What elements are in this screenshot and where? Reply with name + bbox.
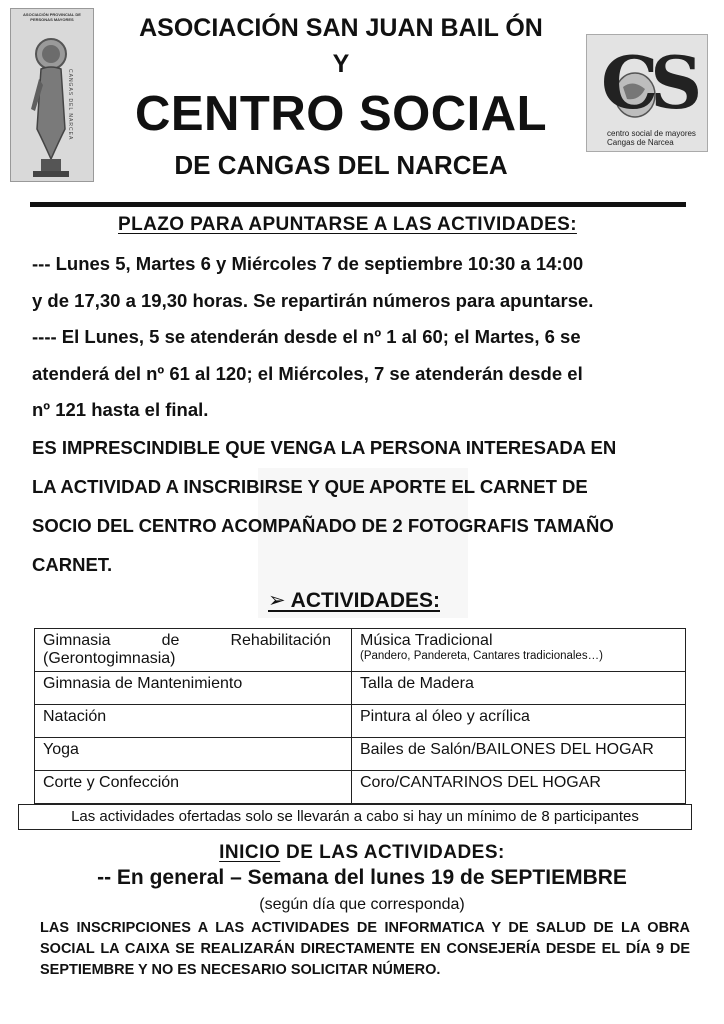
table-row	[35, 738, 686, 771]
table-row	[35, 629, 686, 672]
imprescindible-line: CARNET.	[32, 554, 113, 575]
musica-title: Música Tradicional	[360, 632, 493, 649]
imprescindible-line: ES IMPRESCINDIBLE QUE VENGA LA PERSONA INTERESADA EN	[32, 437, 617, 458]
plazo-line: --- Lunes 5, Martes 6 y Miércoles 7 de septiembre 10:30 a 14:00	[32, 253, 584, 274]
logo-caption-line1: centro social de mayores	[607, 129, 696, 138]
activities-table	[34, 628, 686, 804]
plazo-line: atenderá del nº 61 al 120; el Miércoles, 7 se atenderán desde el	[32, 362, 583, 384]
plazo-line: nº 121 hasta el final.	[32, 399, 209, 420]
rehab-title	[43, 632, 331, 650]
plazo-paragraph	[32, 246, 692, 429]
header-y: Y	[332, 50, 350, 78]
start-date: -- En general – Semana del lunes 19 de SEPTIEMBRE	[97, 866, 627, 889]
rehab-word: Rehabilitación	[230, 632, 331, 649]
header-location: DE CANGAS DEL NARCEA	[174, 150, 508, 180]
logo-caption-line2: Cangas de Narcea	[607, 138, 674, 147]
table-cell	[35, 629, 352, 672]
table-row	[35, 672, 686, 705]
header-divider	[30, 202, 686, 207]
table-cell: Pintura al óleo y acrílica	[352, 705, 686, 738]
table-row	[35, 771, 686, 804]
plazo-heading: PLAZO PARA APUNTARSE A LAS ACTIVIDADES:	[118, 214, 577, 235]
minimum-participants-note: Las actividades ofertadas solo se llevarán a cabo si hay un mínimo de 8 participantes	[18, 804, 692, 830]
inicio-underlined: INICIO	[219, 842, 281, 863]
imprescindible-line: LA ACTIVIDAD A INSCRIBIRSE Y QUE APORTE EL CARNET DE	[32, 476, 588, 497]
table-row	[35, 705, 686, 738]
logo-caption	[607, 129, 705, 147]
rehab-word: de	[161, 632, 180, 649]
table-cell: Natación	[35, 705, 352, 738]
start-date-note: (según día que corresponda)	[259, 896, 465, 913]
actividades-heading: ➢ ACTIVIDADES:	[268, 589, 440, 612]
imprescindible-line: SOCIO DEL CENTRO ACOMPAÑADO DE 2 FOTOGRAFIS TAMAÑO	[32, 515, 614, 536]
table-cell	[352, 629, 686, 672]
table-cell: Gimnasia de Mantenimiento	[35, 672, 352, 705]
plazo-line: ---- El Lunes, 5 se atenderán desde el nº 1 al 60; el Martes, 6 se	[32, 326, 581, 347]
saint-figure-icon	[11, 9, 93, 181]
table-cell: Talla de Madera	[352, 672, 686, 705]
footer-notice: LAS INSCRIPCIONES A LAS ACTIVIDADES DE INFORMATICA Y DE SALUD DE LA OBRA SOCIAL LA CAIXA SE REALIZARÁN DIRECTAMENTE EN CONSEJERÍA DESDE EL DÍA 9 DE SEPTIEMBRE Y NO ES NECESARIO SOLICITAR NÚMERO.	[40, 920, 690, 978]
table-cell: Yoga	[35, 738, 352, 771]
musica-subtitle: (Pandero, Pandereta, Cantares tradicionales…)	[360, 650, 603, 662]
plazo-line: y de 17,30 a 19,30 horas. Se repartirán números para apuntarse.	[32, 289, 594, 311]
rehab-subtitle: (Gerontogimnasia)	[43, 650, 176, 667]
table-cell: Coro/CANTARINOS DEL HOGAR	[352, 771, 686, 804]
table-cell: Bailes de Salón/BAILONES DEL HOGAR	[352, 738, 686, 771]
rehab-word: Gimnasia	[43, 632, 111, 649]
inicio-rest: DE LAS ACTIVIDADES:	[280, 842, 505, 863]
header-association: ASOCIACIÓN SAN JUAN BAIL ÓN	[139, 14, 543, 42]
header-centro-social: CENTRO SOCIAL	[134, 87, 548, 141]
table-cell: Corte y Confección	[35, 771, 352, 804]
centro-social-logo	[586, 34, 708, 152]
imprescindible-paragraph	[32, 428, 692, 584]
logo-letters: CS	[601, 40, 695, 125]
logo-left-top-text: ASOCIACIÓN PROVINCIAL DE PERSONAS MAYORES	[23, 12, 81, 22]
association-logo	[10, 8, 94, 182]
logo-left-side-text: CANGAS DEL NARCEA	[67, 69, 73, 141]
inicio-heading	[0, 842, 724, 864]
